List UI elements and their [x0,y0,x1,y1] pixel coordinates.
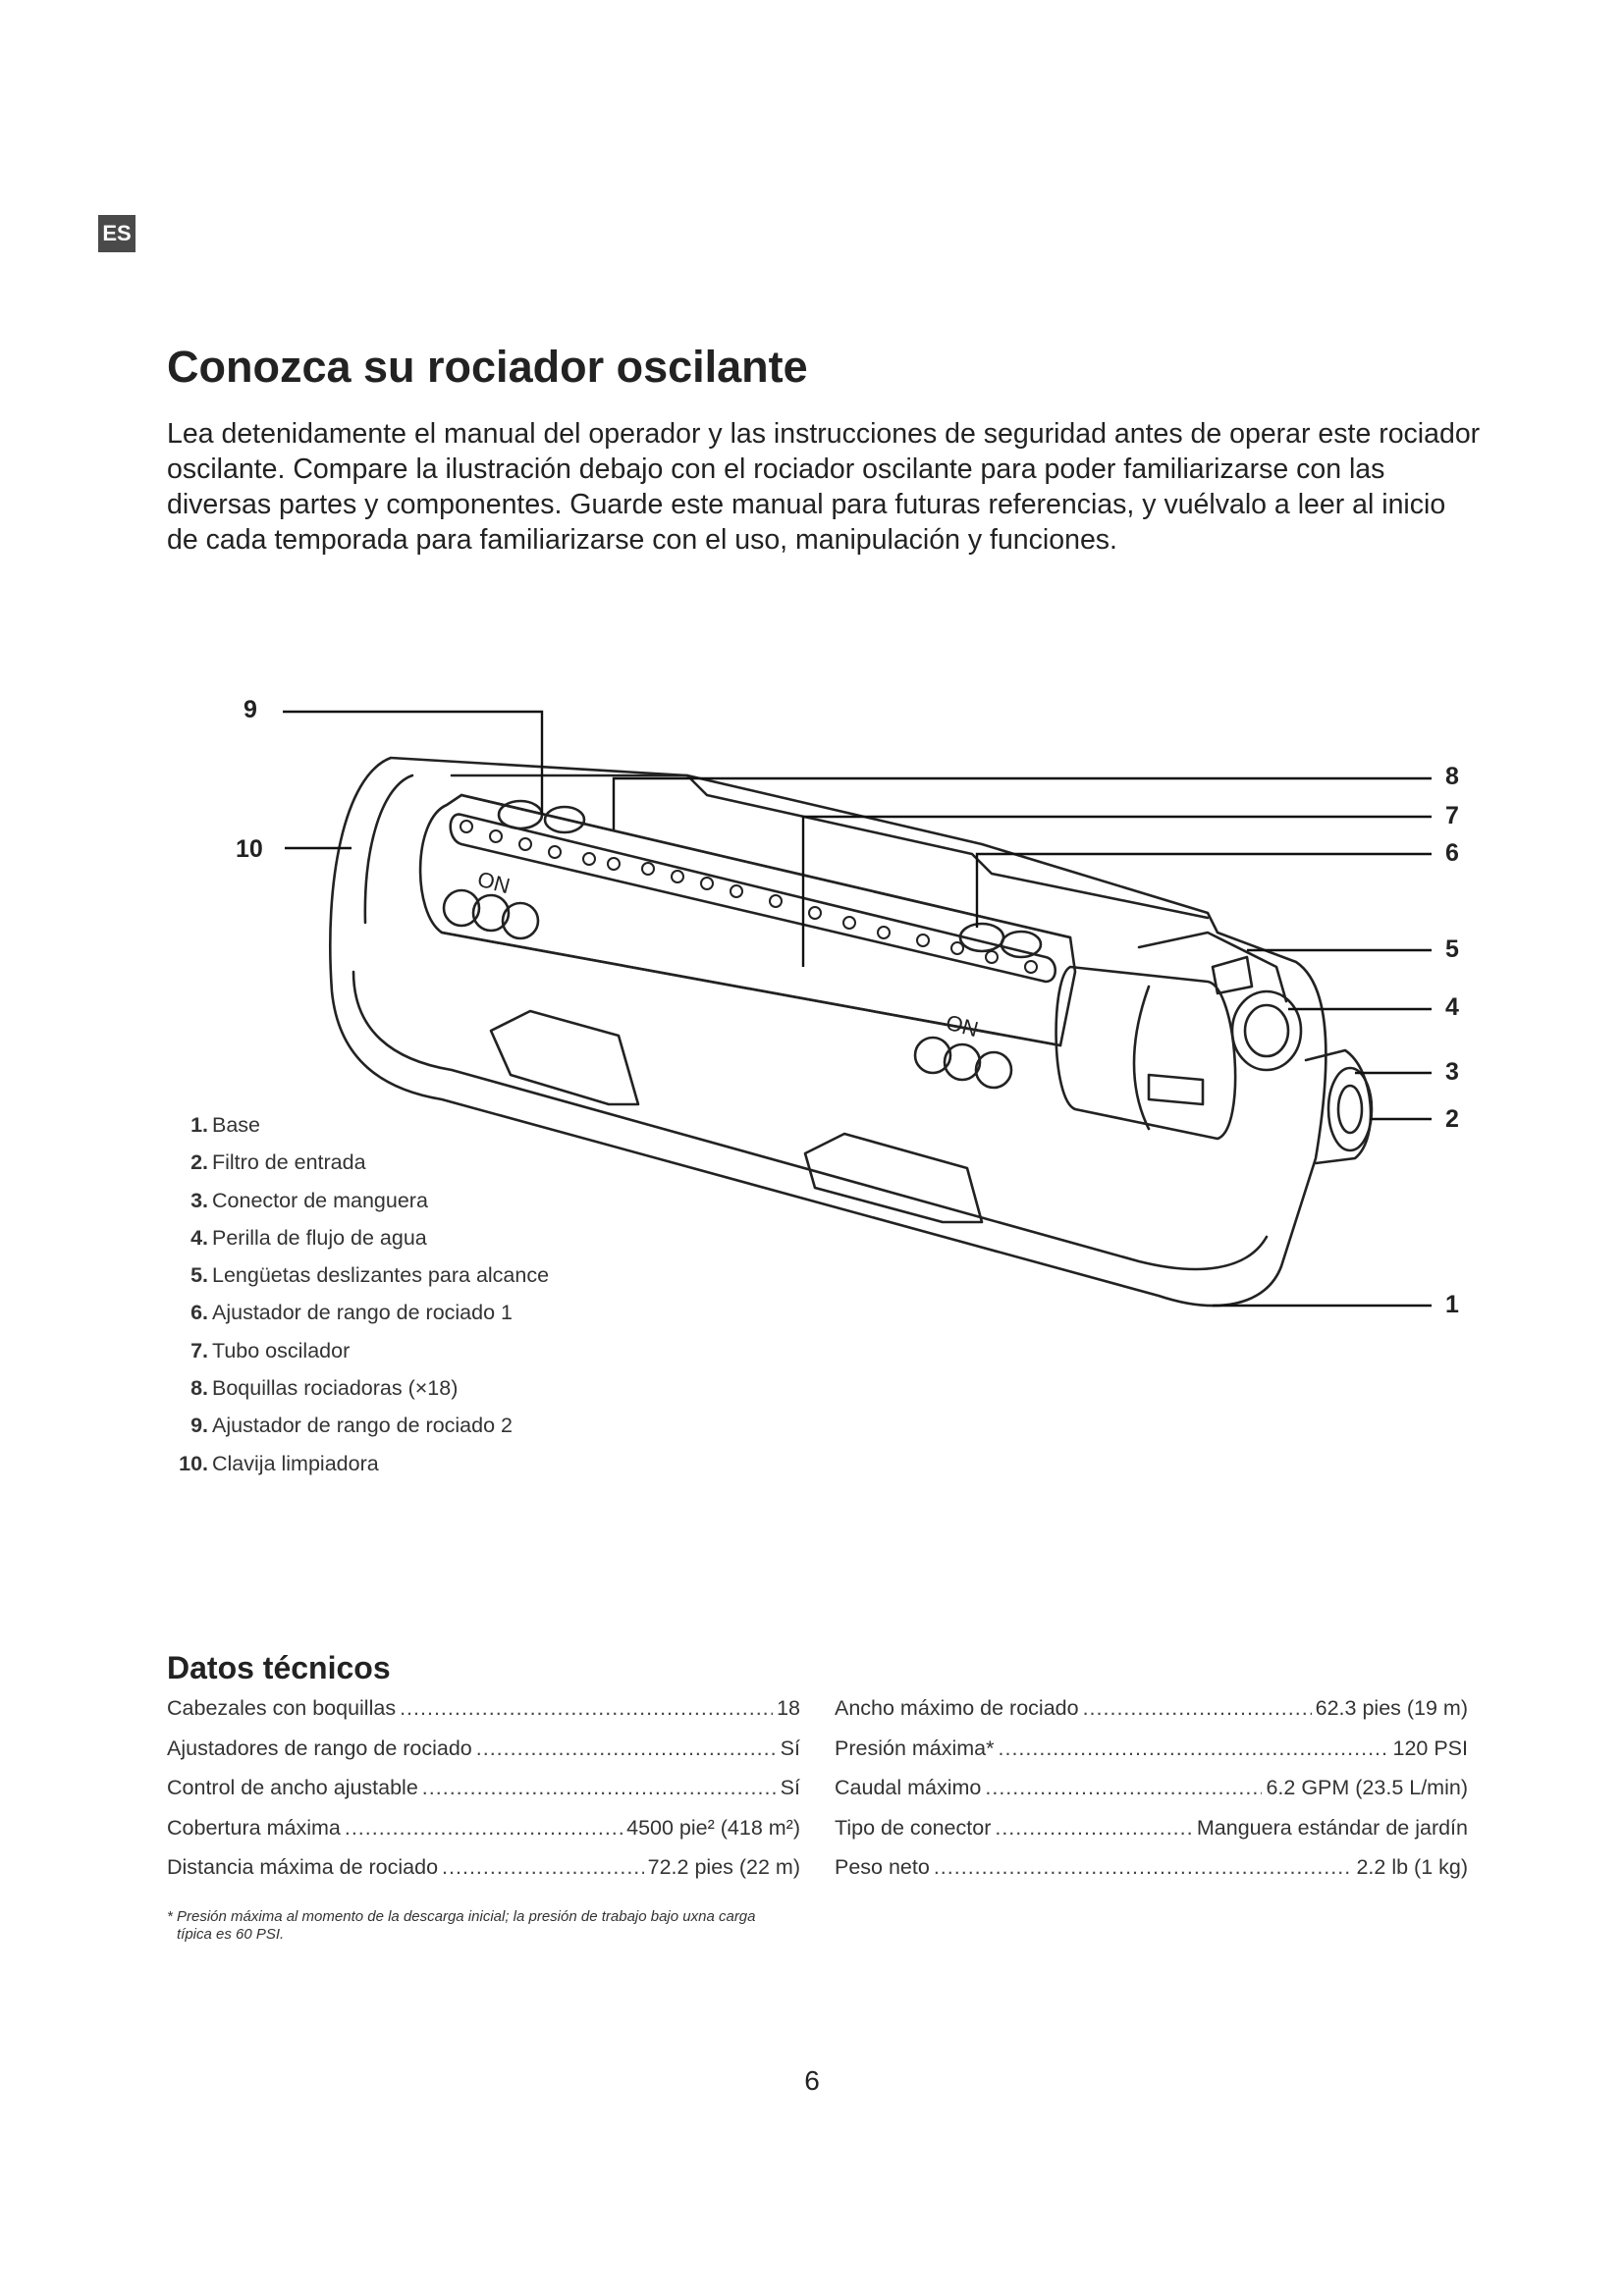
callout-7: 7 [1445,802,1459,829]
spec-row: Ancho máximo de rociado ..... 62.3 pies (19 m) [835,1696,1468,1736]
list-item: 5. Lengüetas deslizantes para alcance [190,1263,550,1288]
page-title: Conozca su rociador oscilante [167,342,808,392]
spec-row: Cobertura máxima ..... 4500 pie² (418 m²) [167,1816,800,1856]
list-item: 3. Conector de manguera [190,1188,428,1212]
list-item: 4. Perilla de flujo de agua [190,1225,427,1250]
leader-9 [283,712,542,815]
callout-10: 10 [236,835,263,863]
callout-3: 3 [1445,1058,1459,1086]
callout-2: 2 [1445,1105,1459,1133]
footnote [167,1908,815,1944]
spec-row: Distancia máxima de rociado ..... 72.2 pies (22 m) [167,1855,800,1896]
specs-title: Datos técnicos [167,1650,391,1685]
callout-8: 8 [1445,763,1459,790]
footnote-line-1: * Presión máxima al momento de la descarga inicial; la presión de trabajo bajo uxna carga [167,1908,756,1925]
spec-row: Peso neto ..... 2.2 lb (1 kg) [835,1855,1468,1896]
language-badge: ES [98,215,135,252]
spec-row: Ajustadores de rango de rociado ..... Sí [167,1736,800,1777]
on-label-left: ON [474,866,514,899]
specs-right-column [835,1696,1468,1896]
callout-6: 6 [1445,839,1459,867]
inlet-filter [1328,1068,1372,1150]
specs-left-column [167,1696,800,1896]
spec-row: Cabezales con boquillas ..... 18 [167,1696,800,1736]
list-item: 8. Boquillas rociadoras (×18) [190,1376,459,1401]
leader-7 [803,817,1432,967]
spec-row: Tipo de conector ..... Manguera estándar de jardín [835,1816,1468,1856]
water-flow-knob [1232,991,1301,1070]
spec-row: Control de ancho ajustable ..... Sí [167,1776,800,1816]
intro-paragraph: Lea detenidamente el manual del operador y las instrucciones de seguridad antes de operar este rociador oscilante. Compare la ilustración debajo con el rociador oscilante para poder familiarizarse con las diversas partes y componentes. Guarde este manual para futuras referencias, y vuélvalo a leer al inicio de cada temporada para familiarizarse con el uso, manipulación y funciones. [167,418,1481,556]
page-number: 6 [804,2065,820,2096]
slide-tab [1213,957,1252,993]
list-item: 6. Ajustador de rango de rociado 1 [190,1301,513,1325]
list-item: 10. Clavija limpiadora [179,1451,379,1475]
callout-1: 1 [1445,1291,1459,1318]
footnote-line-2: típica es 60 PSI. [177,1926,285,1943]
on-label-right: ON [943,1009,982,1042]
range-adjuster-2 [499,801,542,828]
spec-row: Presión máxima* ..... 120 PSI [835,1736,1468,1777]
callout-5: 5 [1445,935,1459,963]
spec-row: Caudal máximo ..... 6.2 GPM (23.5 L/min) [835,1776,1468,1816]
parts-list [169,1106,549,1482]
list-item: 1. Base [190,1113,261,1137]
callout-9: 9 [244,696,257,723]
list-item: 7. Tubo oscilador [190,1338,351,1362]
base-slot-right [805,1134,982,1222]
callout-4: 4 [1445,993,1459,1021]
base-slot-left [491,1011,638,1104]
list-item: 2. Filtro de entrada [190,1150,366,1175]
list-item: 9. Ajustador de rango de rociado 2 [190,1414,513,1438]
